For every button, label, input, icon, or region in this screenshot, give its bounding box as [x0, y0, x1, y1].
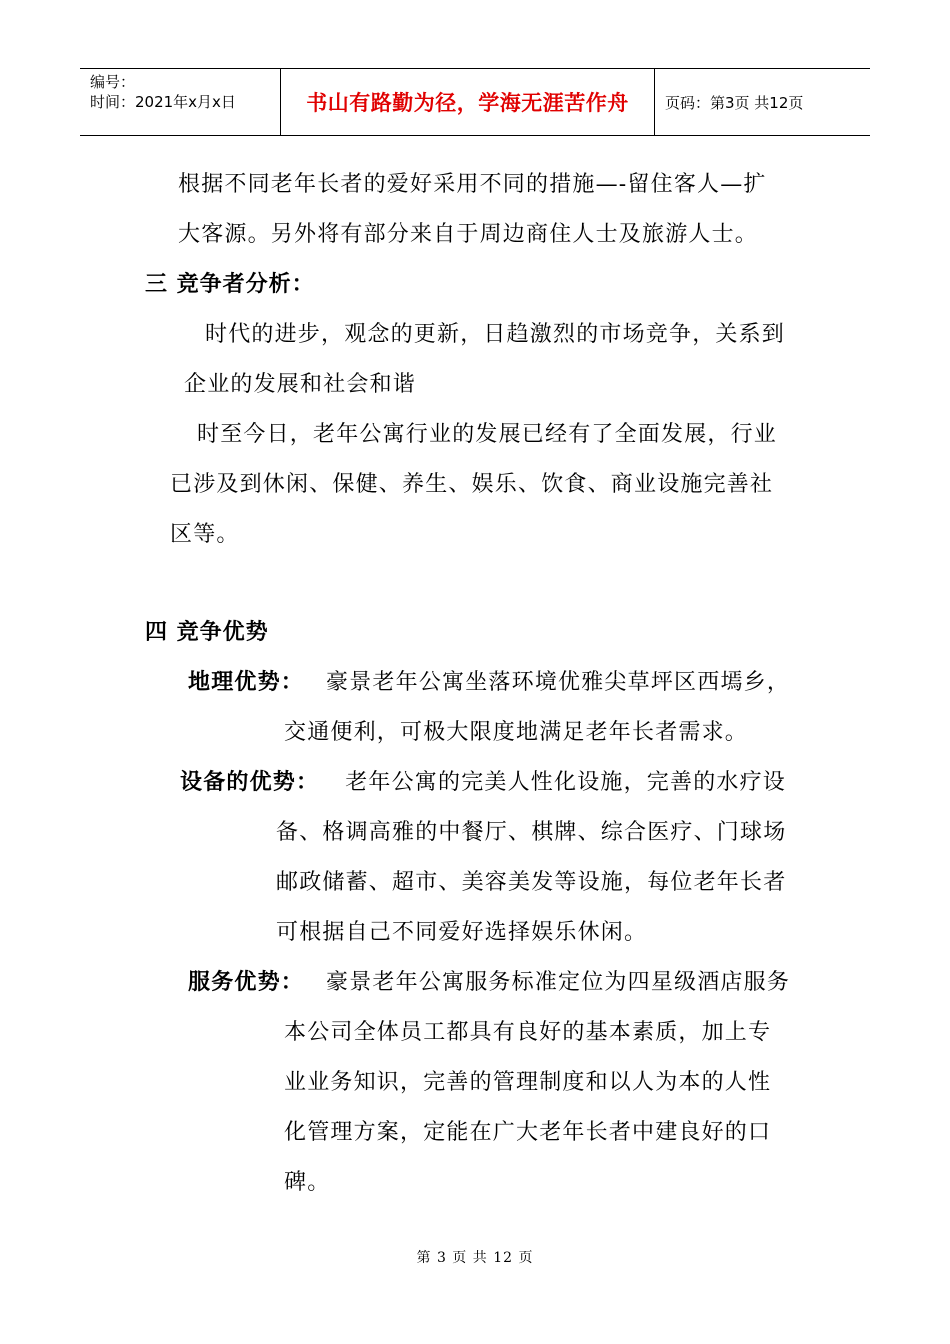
section-4-heading: 四 竞争优势 — [145, 620, 269, 645]
section-3-line-4: 已涉及到休闲、保健、养生、娱乐、饮食、商业设施完善社 — [170, 472, 774, 497]
geo-advantage-line-1 — [188, 668, 790, 698]
motto-text: 书山有路勤为径，学海无涯苦作舟 — [306, 91, 629, 115]
equip-advantage-label: 设备的优势： — [180, 770, 320, 795]
serial-number-label: 编号： — [90, 73, 136, 91]
geo-advantage-line-2: 交通便利，可极大限度地满足老年长者需求。 — [284, 720, 749, 745]
service-advantage-line-3: 业业务知识，完善的管理制度和以人为本的人性 — [284, 1070, 772, 1095]
service-advantage-line-4: 化管理方案，定能在广大老年长者中建良好的口 — [284, 1120, 772, 1145]
service-advantage-text-1: 豪景老年公寓服务标准定位为四星级酒店服务 — [326, 970, 791, 995]
service-advantage-line-1 — [188, 968, 790, 998]
section-3-line-3: 时至今日，老年公寓行业的发展已经有了全面发展，行业 — [197, 422, 778, 447]
section-3-line-5: 区等。 — [170, 522, 240, 547]
page-info: 页码：第3页 共12页 — [665, 93, 804, 112]
equip-advantage-line-4: 可根据自己不同爱好选择娱乐休闲。 — [276, 920, 648, 945]
header-page-cell — [655, 69, 870, 135]
geo-advantage-label: 地理优势： — [188, 670, 305, 695]
equip-advantage-line-1 — [180, 768, 786, 798]
date-label: 时间：2021年x月x日 — [90, 93, 236, 111]
document-header — [80, 68, 870, 136]
page-footer: 第 3 页 共 12 页 — [416, 1250, 534, 1266]
geo-advantage-text-1: 豪景老年公寓坐落环境优雅尖草坪区西墕乡， — [326, 670, 791, 695]
section-3-line-1: 时代的进步，观念的更新，日趋激烈的市场竞争，关系到 — [205, 322, 786, 347]
service-advantage-line-2: 本公司全体员工都具有良好的基本素质，加上专 — [284, 1020, 772, 1045]
service-advantage-label: 服务优势： — [188, 970, 305, 995]
header-motto-cell — [281, 69, 655, 135]
equip-advantage-line-3: 邮政储蓄、超市、美容美发等设施，每位老年长者 — [276, 870, 787, 895]
service-advantage-line-5: 碑。 — [284, 1170, 331, 1195]
section-3-heading: 三 竞争者分析： — [145, 272, 315, 297]
equip-advantage-text-1: 老年公寓的完美人性化设施，完善的水疗设 — [345, 770, 787, 795]
intro-line-2: 大客源。另外将有部分来自于周边商住人士及旅游人士。 — [178, 222, 759, 247]
intro-line-1: 根据不同老年长者的爱好采用不同的措施—-留住客人—扩 — [178, 172, 767, 197]
equip-advantage-line-2: 备、格调高雅的中餐厅、棋牌、综合医疗、门球场 — [276, 820, 787, 845]
section-3-line-2: 企业的发展和社会和谐 — [184, 372, 417, 397]
header-meta-cell — [80, 69, 281, 135]
